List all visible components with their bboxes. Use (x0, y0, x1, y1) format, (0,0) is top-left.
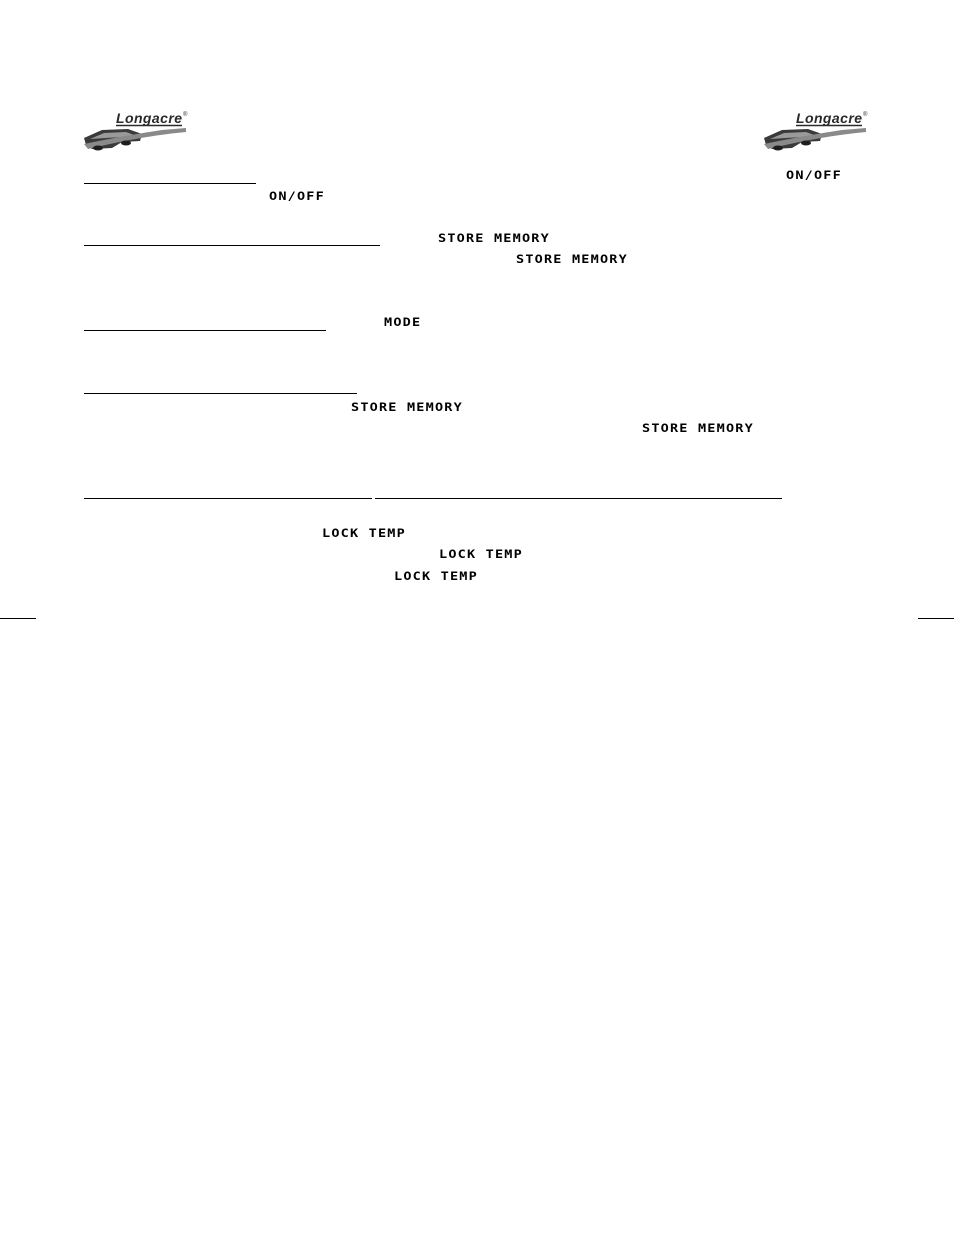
logo-left (82, 108, 190, 154)
longacre-logo-graphic (82, 108, 190, 154)
logo-right (762, 108, 870, 154)
crop-mark-right (918, 618, 954, 619)
heading-underline-1 (84, 183, 256, 184)
store-memory-key-label: STORE MEMORY (642, 422, 754, 436)
logo-registered-mark: ® (183, 112, 188, 118)
store-memory-key-label: STORE MEMORY (351, 401, 463, 415)
store-memory-key-label: STORE MEMORY (516, 253, 628, 267)
logo-wordmark: Longacre (116, 110, 182, 126)
lock-temp-key-label: LOCK TEMP (439, 548, 523, 562)
crop-mark-left (0, 618, 36, 619)
logo-wordmark: Longacre (796, 110, 862, 126)
heading-underline-4 (84, 393, 357, 394)
lock-temp-key-label: LOCK TEMP (394, 570, 478, 584)
logo-registered-mark: ® (863, 112, 868, 118)
lock-temp-key-label: LOCK TEMP (322, 527, 406, 541)
on-off-key-label: ON/OFF (269, 190, 325, 204)
mode-key-label: MODE (384, 316, 422, 330)
heading-underline-5b (375, 498, 782, 499)
on-off-key-label-right: ON/OFF (786, 169, 842, 183)
store-memory-key-label: STORE MEMORY (438, 232, 550, 246)
longacre-logo-graphic (762, 108, 870, 154)
heading-underline-2 (84, 245, 380, 246)
heading-underline-5a (84, 498, 372, 499)
heading-underline-3 (84, 330, 326, 331)
